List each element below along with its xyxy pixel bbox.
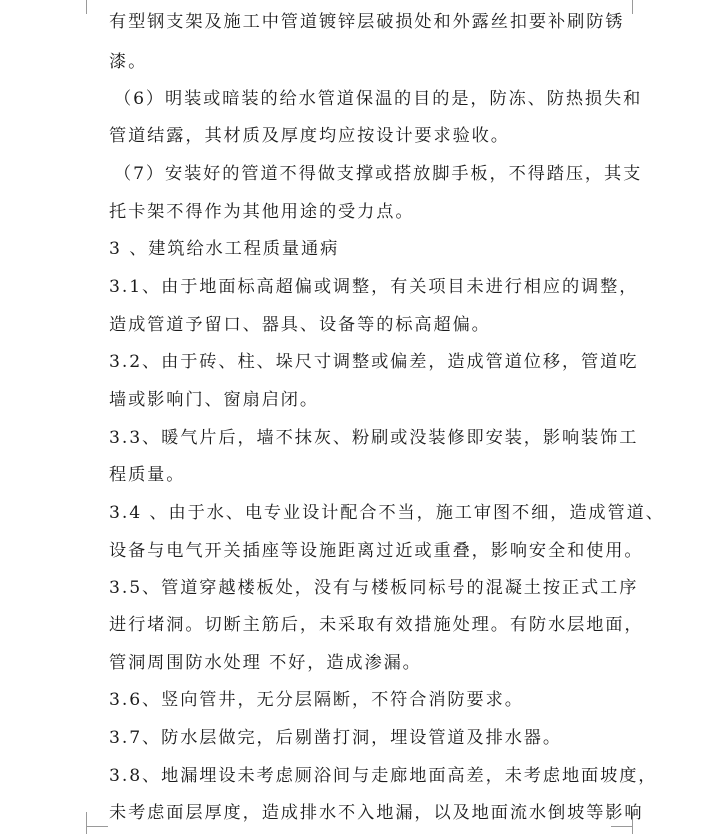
text-line: 漆。: [109, 52, 148, 72]
text-line: 管洞周围防水处理 不好，造成渗漏。: [109, 653, 422, 673]
text-line: 3.2、由于砖、柱、垛尺寸调整或偏差，造成管道位移，管道吃: [109, 352, 639, 372]
text-line: 托卡架不得作为其他用途的受力点。: [109, 202, 415, 222]
text-line: 程质量。: [109, 465, 186, 485]
text-line: 进行堵洞。切断主筋后，未采取有效措施处理。有防水层地面，: [109, 615, 644, 635]
text-line: （7）安装好的管道不得做支撑或搭放脚手板，不得踏压，其支: [114, 164, 643, 184]
section-heading: 3 、建筑给水工程质量通病: [109, 239, 340, 259]
text-line: 3.3、暖气片后，墙不抹灰、粉刷或没装修即安装，影响装饰工: [109, 428, 639, 448]
text-line: 3.4 、由于水、电专业设计配合不当，施工审图不细，造成管道、: [109, 503, 665, 523]
text-line: 墙或影响门、窗扇启闭。: [109, 390, 319, 410]
text-line: 造成管道予留口、器具、设备等的标高超偏。: [109, 315, 491, 335]
text-line: 管道结露，其材质及厚度均应按设计要求验收。: [109, 126, 510, 146]
page-corner-mark-bottom-left-h: [86, 826, 108, 827]
text-line: 未考虑面层厚度，造成排水不入地漏，以及地面流水倒坡等影响: [109, 803, 644, 823]
text-line: 3.1、由于地面标高超偏或调整，有关项目未进行相应的调整，: [109, 277, 639, 297]
page-corner-mark-bottom-left: [86, 812, 87, 834]
text-line: 有型钢支架及施工中管道镀锌层破损处和外露丝扣要补刷防锈: [109, 12, 625, 32]
text-line: 设备与电气开关插座等设施距离过近或重叠，影响安全和使用。: [109, 541, 644, 561]
page-corner-mark-top-right: [632, 0, 633, 14]
text-line: 3.7、防水层做完，后剔凿打洞，埋设管道及排水器。: [109, 728, 562, 748]
page-corner-mark-top-left: [86, 0, 87, 14]
page-corner-mark-bottom-right-h: [611, 826, 633, 827]
text-line: 3.5、管道穿越楼板处，没有与楼板同标号的混凝土按正式工序: [109, 578, 639, 598]
text-line: 3.6、竖向管井，无分层隔断，不符合消防要求。: [109, 690, 524, 710]
text-line: 3.8、地漏埋设未考虑厕浴间与走廊地面高差，未考虑地面坡度，: [109, 766, 658, 786]
text-line: （6）明装或暗装的给水管道保温的目的是，防冻、防热损失和: [114, 89, 643, 109]
